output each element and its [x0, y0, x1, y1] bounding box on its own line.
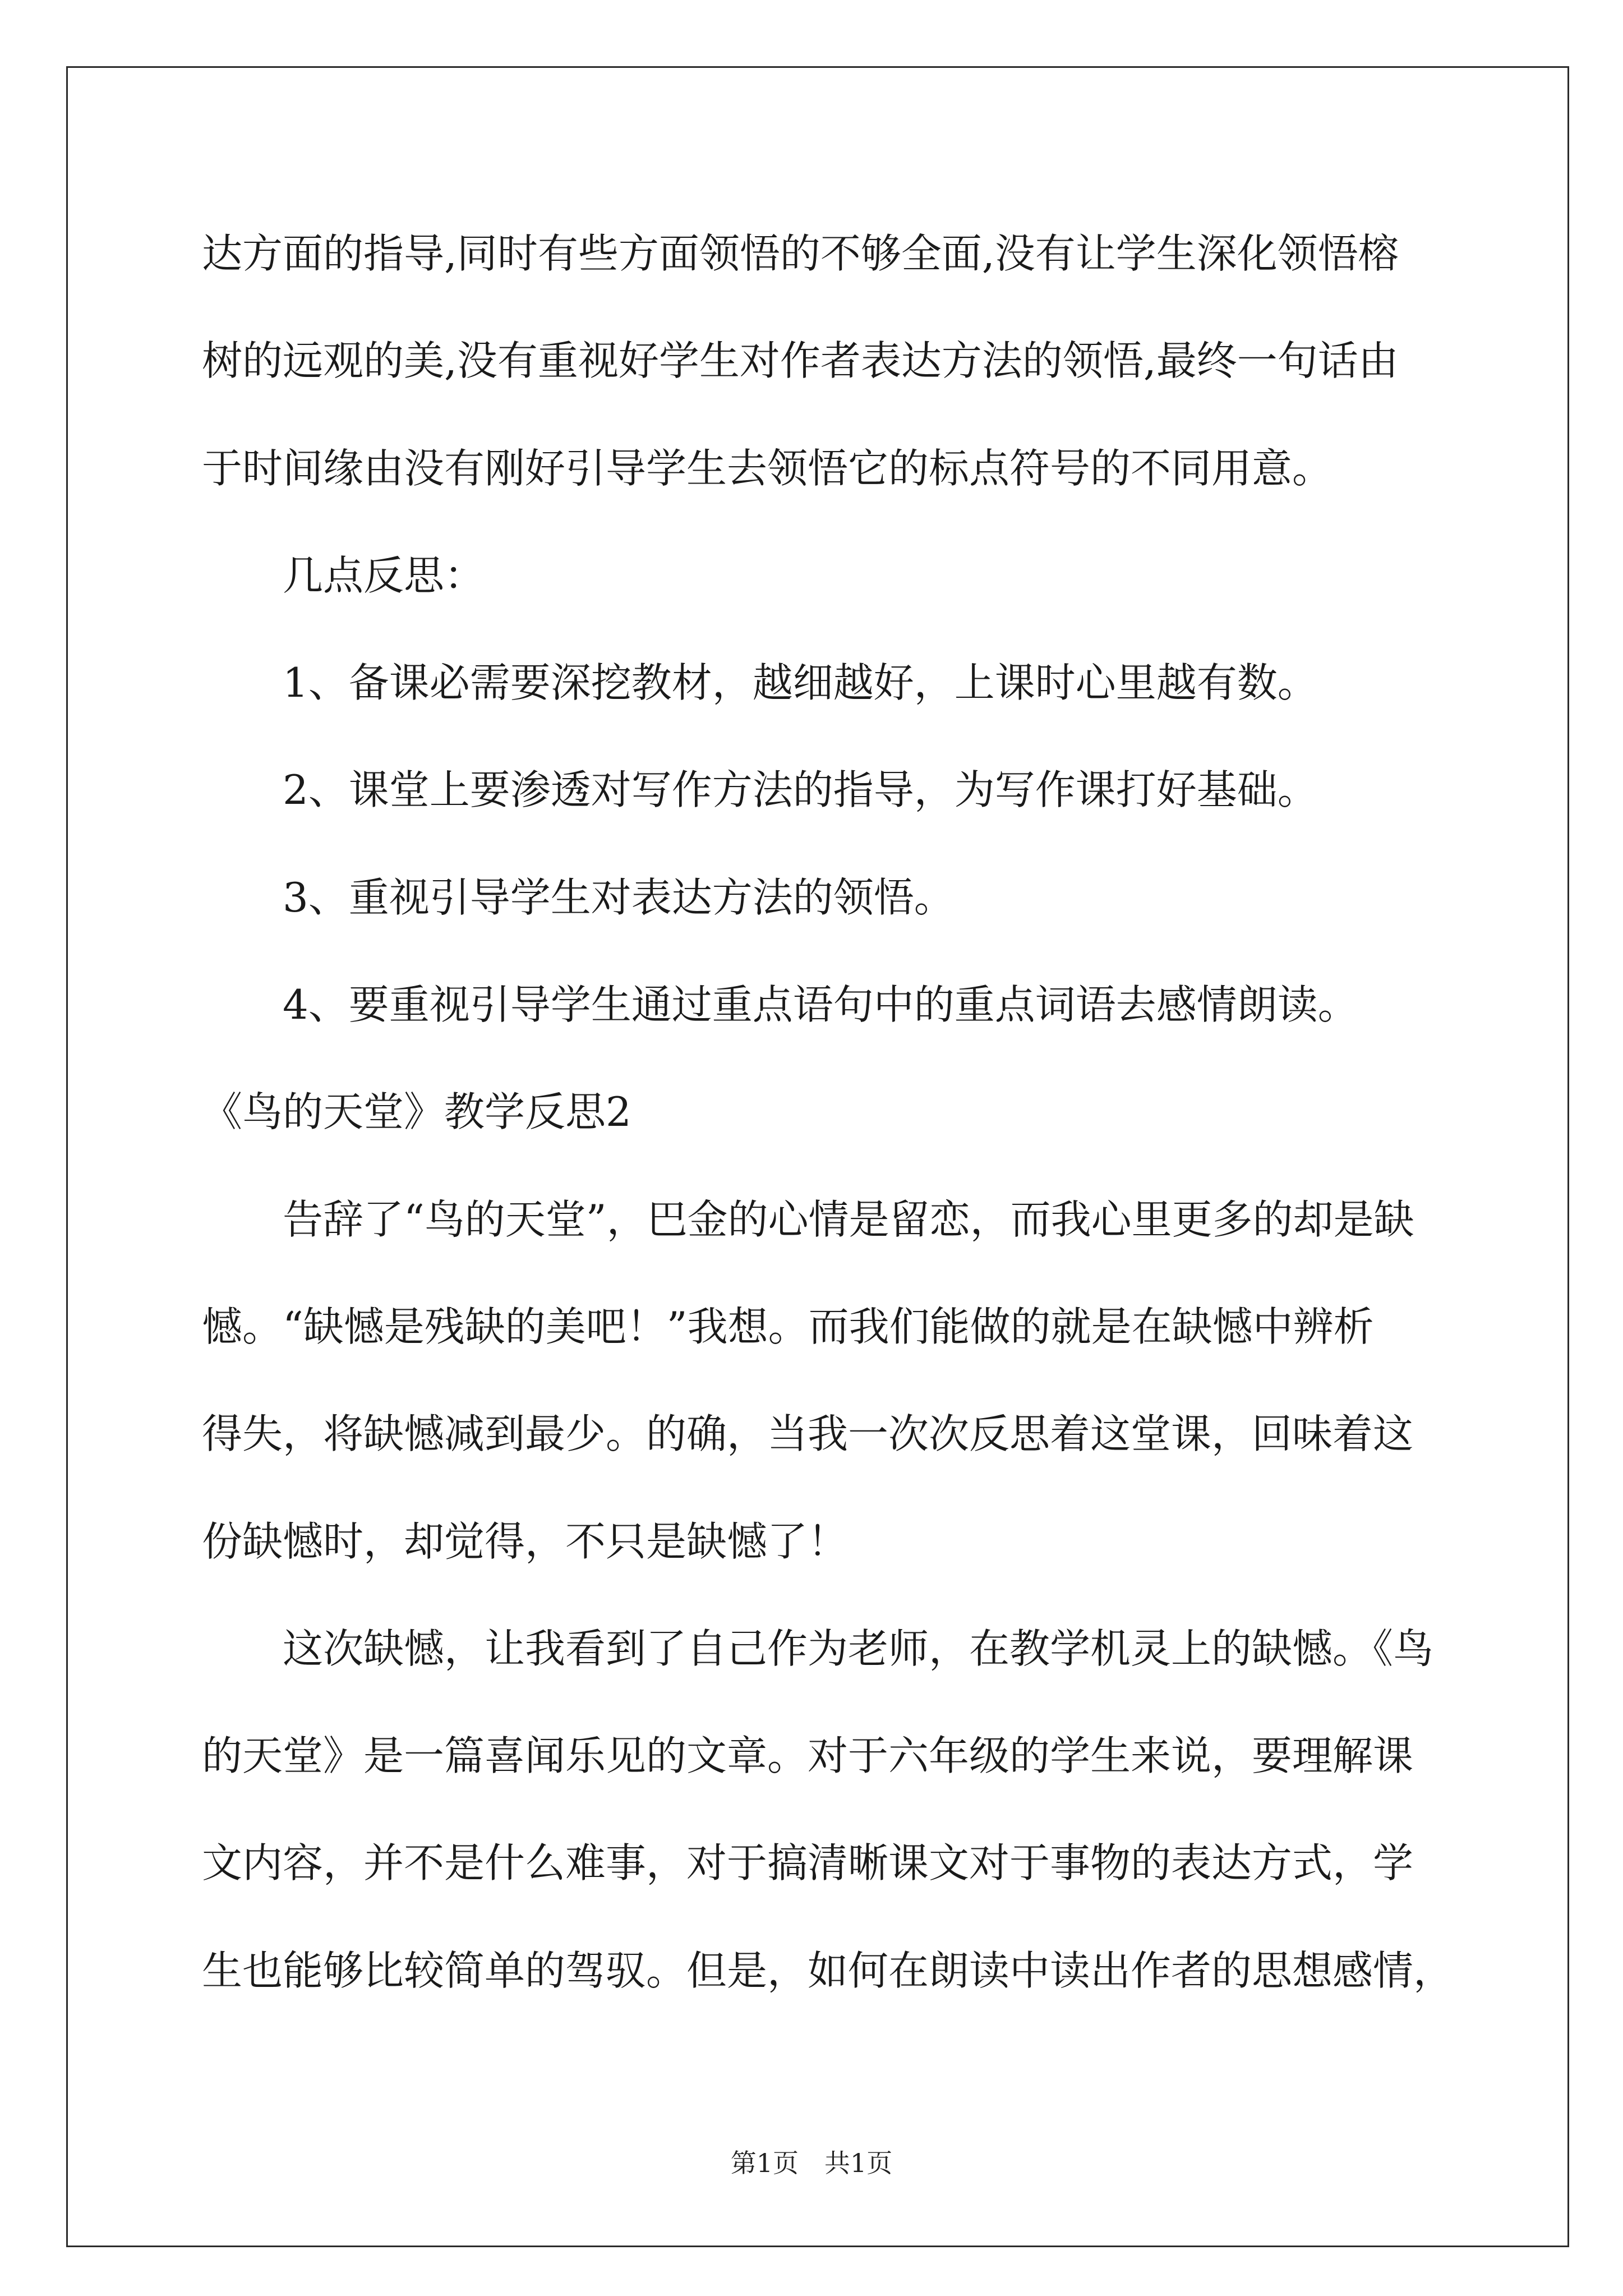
paragraph-line: 达方面的指导,同时有些方面领悟的不够全面,没有让学生深化领悟榕	[202, 230, 1399, 277]
reflection-point-3	[202, 844, 1492, 951]
paragraph-line: 几点反思：	[283, 551, 485, 599]
reflection-intro	[202, 522, 1492, 629]
section-heading	[202, 1059, 1492, 1166]
paragraph-line: 树的远观的美,没有重视好学生对作者表达方法的领悟,最终一句话由	[202, 337, 1399, 385]
reflection-point-1	[202, 629, 1492, 737]
list-item: 4、要重视引导学生通过重点语句中的重点词语去感情朗读。	[283, 981, 1358, 1029]
paragraph-line: 文内容，并不是什么难事，对于搞清晰课文对于事物的表达方式，学	[202, 1839, 1414, 1887]
paragraph	[202, 1595, 1492, 2024]
paragraph	[202, 1166, 1492, 1595]
list-item: 2、课堂上要渗透对写作方法的指导，为写作课打好基础。	[283, 766, 1318, 814]
reflection-point-2	[202, 737, 1492, 844]
list-item: 3、重视引导学生对表达方法的领悟。	[283, 873, 955, 921]
paragraph-line: 这次缺憾，让我看到了自己作为老师，在教学机灵上的缺憾。《鸟	[283, 1625, 1434, 1672]
paragraph-line: 得失，将缺憾减到最少。的确，当我一次次反思着这堂课，回味着这	[202, 1410, 1414, 1458]
paragraph-line: 于时间缘由没有刚好引导学生去领悟它的标点符号的不同用意。	[202, 444, 1333, 492]
paragraph-line: 份缺憾时，却觉得，不只是缺憾了！	[202, 1517, 849, 1565]
section-heading-text: 《鸟的天堂》教学反思2	[202, 1088, 631, 1136]
document-body	[202, 200, 1492, 2024]
paragraph-line: 告辞了“鸟的天堂”，巴金的心情是留恋，而我心里更多的却是缺	[283, 1195, 1414, 1243]
paragraph	[202, 200, 1492, 522]
reflection-point-4	[202, 951, 1492, 1059]
list-item: 1、备课必需要深挖教材，越细越好，上课时心里越有数。	[283, 659, 1318, 707]
paragraph-line: 生也能够比较简单的驾驭。但是，如何在朗读中读出作者的思想感情，	[202, 1947, 1454, 1994]
paragraph-line: 憾。“缺憾是残缺的美吧！”我想。而我们能做的就是在缺憾中辨析	[202, 1303, 1374, 1350]
page-footer: 第1页 共1页	[730, 2148, 893, 2178]
paragraph-line: 的天堂》是一篇喜闻乐见的文章。对于六年级的学生来说，要理解课	[202, 1732, 1414, 1780]
